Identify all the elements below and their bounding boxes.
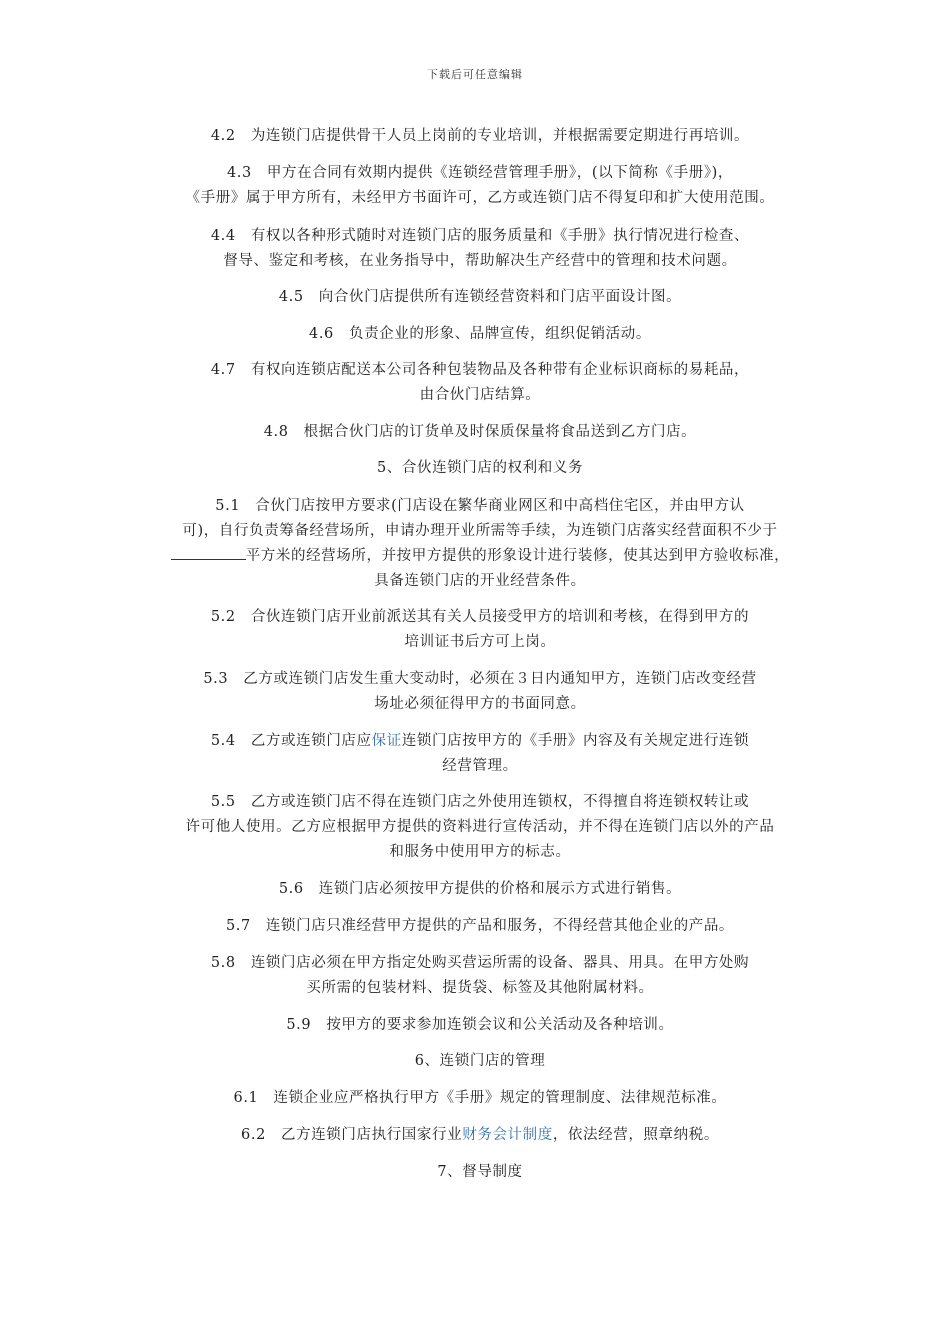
clause-text: 6.2 乙方连锁门店执行国家行业 [241, 1127, 463, 1143]
clause-text: 《手册》属于甲方所有，未经甲方书面许可，乙方或连锁门店不得复印和扩大使用范围。 [185, 190, 775, 206]
section-heading-5 [145, 456, 815, 481]
clause-text: 4.5 向合伙门店提供所有连锁经营资料和门店平面设计图。 [278, 289, 682, 305]
clause-5-3 [145, 667, 815, 717]
section-heading-6 [145, 1049, 815, 1074]
clause-5-6 [145, 877, 815, 902]
clause-5-5 [145, 790, 815, 865]
clause-text: 5.9 按甲方的要求参加连锁会议和公关活动及各种培训。 [286, 1017, 674, 1033]
clause-5-4 [145, 729, 815, 779]
clause-text: 督导、鉴定和考核，在业务指导中，帮助解决生产经营中的管理和技术问题。 [223, 253, 737, 269]
clause-6-1 [145, 1086, 815, 1111]
clause-text: 4.4 有权以各种形式随时对连锁门店的服务质量和《手册》执行情况进行检查、 [210, 228, 750, 244]
clause-text: 许可他人使用。乙方应根据甲方提供的资料进行宣传活动，并不得在连锁门店以外的产品 [185, 819, 775, 835]
clause-4-7 [145, 358, 815, 408]
clause-6-2 [145, 1123, 815, 1148]
clause-text: 4.7 有权向连锁店配送本公司各种包装物品及各种带有企业标识商标的易耗品， [210, 362, 750, 378]
clause-text: 5.1 合伙门店按甲方要求(门店设在繁华商业网区和中高档住宅区，并由甲方认 [215, 498, 745, 514]
clause-text: 6.1 连锁企业应严格执行甲方《手册》规定的管理制度、法律规范标准。 [233, 1090, 727, 1106]
clause-text: 连锁门店按甲方的《手册》内容及有关规定进行连锁 [401, 733, 750, 749]
clause-text: 买所需的包装材料、提货袋、标签及其他附属材料。 [306, 980, 654, 996]
clause-text: 5.7 连锁门店只准经营甲方提供的产品和服务，不得经营其他企业的产品。 [225, 918, 735, 934]
section-heading-7 [145, 1160, 815, 1185]
clause-4-3 [145, 161, 815, 211]
clause-5-8 [145, 951, 815, 1001]
section-title: 5、合伙连锁门店的权利和义务 [376, 460, 584, 476]
clause-4-8 [145, 420, 815, 445]
clause-text: 经营管理。 [442, 758, 518, 774]
clause-4-5 [145, 285, 815, 310]
clause-text: 平方米的经营场所，并按甲方提供的形象设计进行装修，使其达到甲方验收标准， [245, 548, 790, 564]
clause-text: 5.5 乙方或连锁门店不得在连锁门店之外使用连锁权，不得擅自将连锁权转让或 [210, 794, 750, 810]
section-title: 6、连锁门店的管理 [414, 1053, 546, 1069]
clause-text: 4.8 根据合伙门店的订货单及时保质保量将食品送到乙方门店。 [263, 424, 697, 440]
accounting-system-link[interactable]: 财务会计制度 [462, 1127, 553, 1143]
clause-5-2 [145, 605, 815, 655]
clause-text: 5.3 乙方或连锁门店发生重大变动时，必须在３日内通知甲方，连锁门店改变经营 [203, 671, 757, 687]
clause-text: 5.4 乙方或连锁门店应 [210, 733, 372, 749]
guarantee-link[interactable]: 保证 [371, 733, 402, 749]
clause-text: 培训证书后方可上岗。 [404, 634, 556, 650]
clause-text: 4.6 负责企业的形象、品牌宣传，组织促销活动。 [309, 326, 651, 342]
page-header: 下载后可任意编辑 [427, 68, 523, 81]
clause-text: 4.2 为连锁门店提供骨干人员上岗前的专业培训，并根据需要定期进行再培训。 [210, 128, 750, 144]
clause-text: 场址必须征得甲方的书面同意。 [374, 696, 586, 712]
clause-4-6 [145, 322, 815, 347]
clause-4-2 [145, 124, 815, 149]
clause-text: ，依法经营，照章纳税。 [552, 1127, 719, 1143]
clause-text: 5.2 合伙连锁门店开业前派送其有关人员接受甲方的培训和考核，在得到甲方的 [210, 609, 750, 625]
clause-text: 可)，自行负责筹备经营场所，申请办理开业所需等手续，为连锁门店落实经营面积不少于 [182, 523, 778, 539]
blank-fill-line [171, 545, 246, 560]
clause-text: 4.3 甲方在合同有效期内提供《连锁经营管理手册》，(以下简称《手册》)， [226, 165, 734, 181]
clause-text: 5.6 连锁门店必须按甲方提供的价格和展示方式进行销售。 [278, 881, 682, 897]
clause-5-7 [145, 914, 815, 939]
clause-text: 5.8 连锁门店必须在甲方指定处购买营运所需的设备、器具、用具。在甲方处购 [210, 955, 750, 971]
clause-text: 由合伙门店结算。 [419, 387, 541, 403]
clause-text: 具备连锁门店的开业经营条件。 [374, 573, 586, 589]
clause-5-9 [145, 1013, 815, 1038]
section-title: 7、督导制度 [437, 1164, 523, 1180]
clause-text: 和服务中使用甲方的标志。 [389, 844, 571, 860]
clause-4-4 [145, 224, 815, 274]
clause-5-1 [145, 494, 815, 594]
